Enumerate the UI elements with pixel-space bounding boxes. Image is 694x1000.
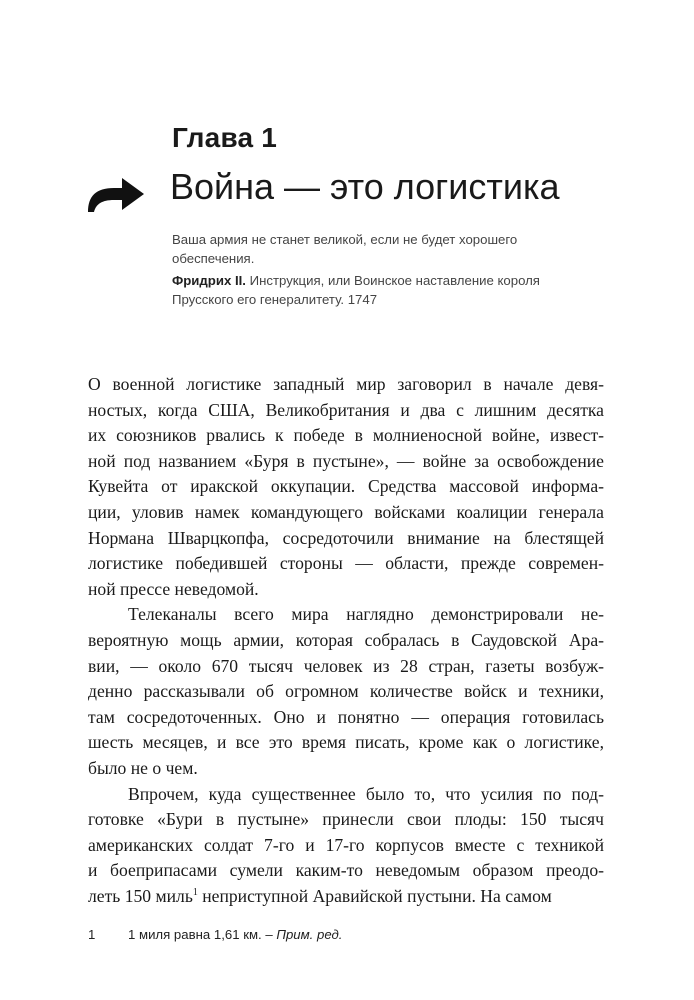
body-line: Нормана Шварцкопфа, сосредоточили внимание на блестящей (88, 527, 604, 548)
footnote-reference[interactable]: 1 (192, 887, 198, 899)
body-line: ной прессе неведомой. (88, 578, 259, 599)
body-line: ной под названием «Буря в пустыне», — войне за освобождение (88, 450, 604, 471)
epigraph-author: Фридрих II. (172, 273, 246, 288)
epigraph-quote (172, 231, 532, 268)
body-line: логистике победившей стороны — области, прежде современ- (88, 553, 604, 574)
footnote-text: 1 миля равна 1,61 км. – (128, 927, 277, 942)
epigraph-attribution (172, 272, 540, 309)
epigraph (172, 231, 540, 309)
footnote-number: 1 (88, 927, 96, 942)
body-line: денно рассказывали об огромном количестве войск и техники, (88, 681, 604, 702)
chapter-label: Глава 1 (172, 122, 278, 153)
body-line: вероятную мощь армии, которая собралась в Саудовской Ара- (88, 629, 604, 650)
body-line: ностых, когда США, Великобритания и два с лишним десятка (88, 399, 604, 420)
body-text (88, 372, 604, 909)
body-line: там сосредоточенных. Оно и понятно — операция готовилась (88, 706, 604, 727)
footnote-editor-note: Прим. ред. (276, 927, 343, 942)
body-final-line (88, 884, 604, 910)
body-final-text: леть 150 миль (88, 885, 193, 906)
chapter-title: Война — это логистика (170, 166, 560, 207)
footnote (88, 927, 342, 942)
epigraph-quote-line: обеспечения. (172, 250, 255, 266)
body-line: вии, — около 670 тысяч человек из 28 стран, газеты возбуж- (88, 655, 604, 676)
epigraph-source: Инструкция, или Воинское наставление короля (245, 273, 540, 288)
body-line: Впрочем, куда существеннее было то, что усилия по под- (128, 783, 604, 804)
body-final-text-rest: неприступной Аравийской пустыни. На самом (197, 885, 552, 906)
epigraph-source-line: Прусского его генералитету. 1747 (172, 291, 378, 307)
body-line: ции, уловив намек командующего войсками коалиции генерала (88, 501, 604, 522)
epigraph-quote-line: Ваша армия не станет великой, если не будет хорошего (172, 232, 518, 247)
epigraph-attribution-line (172, 272, 540, 291)
body-line: Кувейта от иракской оккупации. Средства массовой информа- (88, 476, 604, 497)
curved-right-arrow-icon (84, 170, 146, 214)
body-line: готовке «Бури в пустыне» принесли свои плоды: 150 тысяч (88, 809, 604, 830)
body-line: американских солдат 7-го и 17-го корпусов вместе с техникой (88, 834, 604, 855)
body-line: их союзников рвались к победе в молниеносной войне, извест- (88, 425, 604, 446)
body-line: Телеканалы всего мира наглядно демонстрировали не- (128, 604, 604, 625)
body-line: О военной логистике западный мир заговорил в начале девя- (88, 374, 604, 394)
body-line: и боеприпасами сумели каким-то неведомым образом преодо- (88, 860, 604, 881)
body-line: шесть месяцев, и все это время писать, кроме как о логистике, (88, 732, 604, 753)
body-lines (88, 372, 604, 884)
body-line: было не о чем. (88, 757, 198, 778)
